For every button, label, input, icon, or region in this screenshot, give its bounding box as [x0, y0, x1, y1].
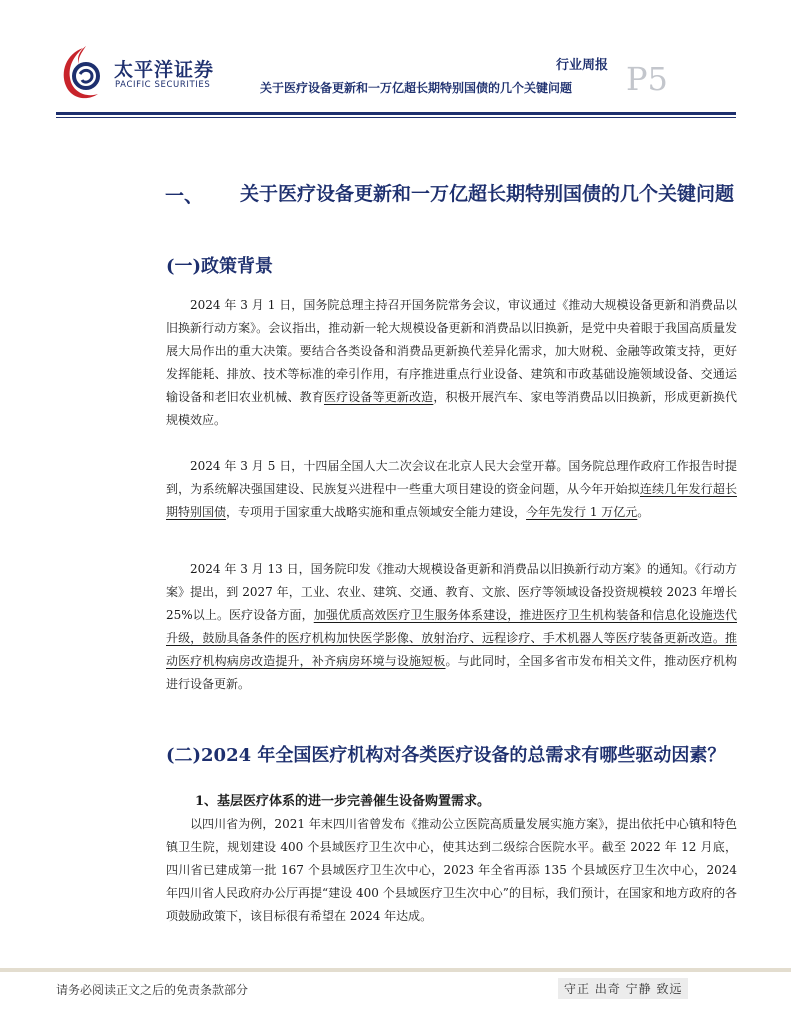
- paragraph-sichuan-example: 以四川省为例，2021 年末四川省曾发布《推动公立医院高质量发展实施方案》，提出依托中心镇和特色镇卫生院，规划建设 400 个县域医疗卫生次中心，使其达到二级综合医院水平。截至 2022 年 12 月底，四川省已建成第一批 167 个县域医疗卫生次中心，2023 年全省再添 135 个县域医疗卫生次中心，2024 年四川省人民政府办公厅再提“建设 400 个县域医疗卫生次中心”的目标，我们预计，在国家和地方政府的各项鼓励政策下，该目标很有希望在 2024 年达成。: [166, 817, 737, 923]
- paragraph-text: 。与此同时，全国多省市发布相关文件，推动医疗机构进行设备更新。: [166, 654, 737, 691]
- paragraph-text: ，专项用于国家重大战略实施和重点领域安全能力建设，: [226, 505, 527, 519]
- paragraph-policy-3: [166, 558, 737, 696]
- underlined-text: 今年先发行 1 万亿元: [526, 505, 638, 519]
- underlined-text: 医疗设备等更新改造: [323, 390, 434, 404]
- logo-chinese-name: 太平洋证券: [114, 59, 215, 81]
- paragraph-text: 2024 年 3 月 1 日，国务院总理主持召开国务院常务会议，审议通过《推动大规模设备更新和消费品以旧换新行动方案》。会议指出，推动新一轮大规模设备更新和消费品以旧换新，是党中央着眼于我国高质量发展大局作出的重大决策。要结合各类设备和消费品更新换代差异化需求，加大财税、金融等政策支持，更好发挥能耗、排放、技术等标准的牵引作用，有序推进重点行业设备、建筑和市政基础设施领域设备、交通运输设备和老旧农业机械、教育: [166, 298, 737, 404]
- footer-rule: [0, 968, 791, 972]
- section-number: 一、: [165, 185, 204, 207]
- logo-english-name: PACIFIC SECURITIES: [115, 80, 211, 90]
- item-title-primary-care: 1、基层医疗体系的进一步完善催生设备购置需求。: [195, 794, 491, 809]
- paragraph-text: 2024 年 3 月 13 日，国务院印发《推动大规模设备更新和消费品以旧换新行动方案》的通知。《行动方案》提出，到 2027 年，工业、农业、建筑、交通、教育、文旅、医疗等领域设备投资规模较 2023 年增长 25%以上。医疗设备方面，: [166, 562, 737, 622]
- company-logo: [56, 44, 256, 104]
- underlined-text: 连续几年发行超长期特别国债: [166, 482, 737, 519]
- subsection-title-drivers: (二)2024 年全国医疗机构对各类医疗设备的总需求有哪些驱动因素？: [166, 745, 726, 766]
- report-type: 行业周报: [556, 58, 609, 73]
- subsection-title-policy: (一)政策背景: [166, 256, 274, 277]
- page-number: P5: [626, 60, 668, 98]
- pacific-securities-logo-icon: [56, 44, 110, 104]
- underlined-text: 加强优质高效医疗卫生服务体系建设，推进医疗卫生机构装备和信息化设施迭代升级，鼓励具备条件的医疗机构加快医学影像、放射治疗、远程诊疗、手术机器人等医疗装备更新改造。推动医疗机构病房改造提升，补齐病房环境与设施短板: [166, 608, 737, 668]
- header-title: 关于医疗设备更新和一万亿超长期特别国债的几个关键问题: [260, 81, 573, 95]
- disclaimer-notice: 请务必阅读正文之后的免责条款部分: [56, 983, 249, 997]
- section-title: 关于医疗设备更新和一万亿超长期特别国债的几个关键问题: [240, 183, 735, 205]
- paragraph-text: ，积极开展汽车、家电等消费品以旧换新，形成更新换代规模效应。: [166, 390, 737, 427]
- paragraph-text: 。: [637, 505, 650, 519]
- paragraph-text: 2024 年 3 月 5 日，十四届全国人大二次会议在北京人民大会堂开幕。国务院总理作政府工作报告时提到，为系统解决强国建设、民族复兴进程中一些重大项目建设的资金问题，从今年开始拟: [166, 459, 737, 496]
- header-rule: [56, 112, 736, 115]
- paragraph-policy-1: [166, 294, 737, 432]
- paragraph-policy-2: [166, 455, 737, 524]
- company-motto: 守正 出奇 宁静 致远: [558, 978, 688, 999]
- header-rule-thin: [56, 117, 736, 118]
